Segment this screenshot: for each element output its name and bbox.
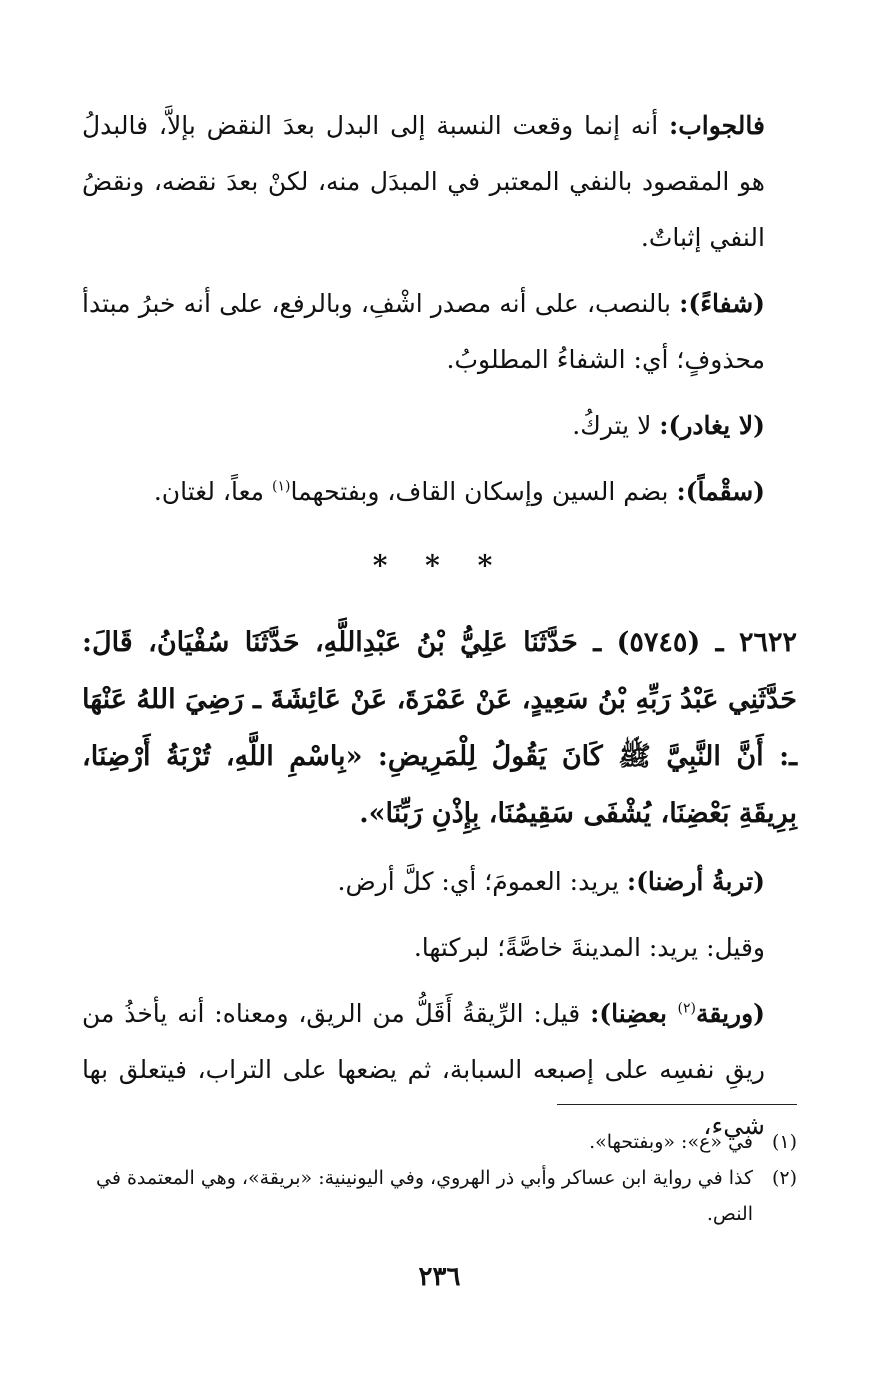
footnote-ref-1: (١)	[272, 478, 291, 495]
page-number: ٢٣٦	[418, 1262, 461, 1292]
footnote-text: كذا في رواية ابن عساكر وأبي ذر الهروي، وفي اليونينية: «بريقة»، وهي المعتمدة في النص.	[95, 1167, 753, 1225]
paragraph-answer	[82, 98, 797, 266]
qila-text: وقيل: يريد: المدينةَ خاصَّةً؛ لبركتها.	[413, 933, 765, 962]
hadith-text: ٢٦٢٢ ـ (٥٧٤٥) ـ حَدَّثَنَا عَلِيُّ بْنُ عَبْدِاللَّهِ، حَدَّثَنَا سُفْيَانُ، قَالَ: حَدَّثَنِي عَبْدُ رَبِّهِ بْنُ سَعِيدٍ، عَنْ عَمْرَةَ، عَنْ عَائِشَةَ ـ رَضِيَ اللهُ عَنْهَا ـ: أَنَّ النَّبِيَّ ﷺ كَانَ يَقُولُ لِلْمَرِيضِ: «بِاسْمِ اللَّهِ، تُرْبَةُ أَرْضِنَا، بِرِيقَةِ بَعْضِنَا، يُشْفَى سَقِيمُنَا، بِإِذْنِ رَبِّنَا».	[82, 627, 797, 829]
shifaa-text: بالنصب، على أنه مصدر اشْفِ، وبالرفع، على أنه خبرُ مبتدأ محذوفٍ؛ أي: الشفاءُ المطلوبُ.	[82, 289, 765, 374]
paragraph-la-yughadir	[82, 398, 797, 454]
term-wariqah-b: بعضِنا):	[590, 999, 678, 1028]
term-suqman: (سقْماً):	[676, 477, 765, 506]
paragraph-qila	[82, 920, 797, 976]
footnote-text: في «ع»: «وبفتحها».	[589, 1131, 753, 1153]
suqman-text-b: معاً، لغتان.	[153, 477, 272, 506]
paragraph-shifaa	[82, 276, 797, 388]
paragraph-turbah	[82, 854, 797, 910]
footnote	[82, 1160, 797, 1232]
footnote-number: (١)	[771, 1131, 797, 1153]
term-turbah: (تربةُ أرضنا):	[626, 867, 765, 896]
wariqah-text: قيل: الرِّيقةُ أَقَلُّ من الريق، ومعناه: أنه يأخذُ من ريقِ نفسِه على إصبعه السبابة، ثم يضعها على التراب، فيتعلق بها شيء،	[82, 999, 765, 1140]
paragraph-suqman	[82, 464, 797, 520]
suqman-text-a: بضم السين وإسكان القاف، وبفتحهما	[290, 477, 677, 506]
section-separator: * * *	[372, 549, 507, 582]
term-shifaa: (شفاءً):	[679, 289, 765, 318]
term-wariqah-a: (وريقة	[696, 999, 765, 1028]
term-answer: فالجواب:	[669, 111, 765, 140]
turbah-text: يريد: العمومَ؛ أي: كلَّ أرض.	[337, 867, 627, 896]
footnote-divider	[557, 1104, 797, 1105]
footnotes	[82, 1124, 797, 1232]
footnote	[82, 1124, 797, 1160]
answer-text: أنه إنما وقعت النسبة إلى البدل بعدَ النقض بإلاَّ، فالبدلُ هو المقصود بالنفي المعتبر في المبدَل منه، لكنْ بعدَ نقضه، ونقضُ النفي إثباتٌ.	[82, 111, 765, 252]
footnote-number: (٢)	[771, 1167, 797, 1189]
footnote-ref-2: (٢)	[677, 1000, 697, 1017]
term-la-yughadir: (لا يغادر):	[659, 411, 765, 440]
la-yughadir-text: لا يتركُ.	[572, 411, 660, 440]
